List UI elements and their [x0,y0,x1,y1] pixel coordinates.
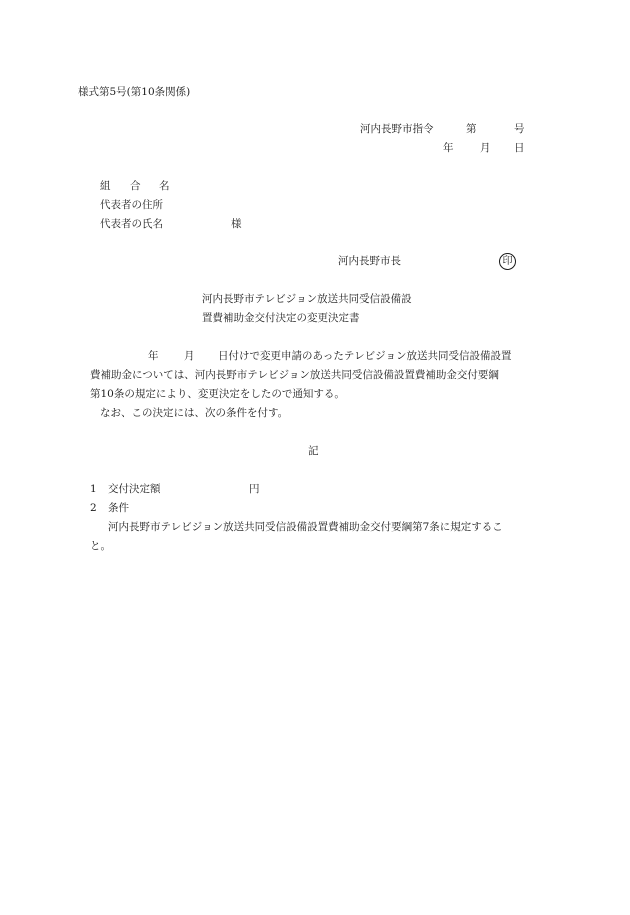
body-month: 月 [184,350,195,362]
doc-date-year: 年 [443,142,454,154]
recipient-sama: 様 [231,218,242,230]
recipient-name-label: 代表者の氏名 [100,218,163,230]
body-line1-rest: 日付けで変更申請のあったテレビジョン放送共同受信設備設置 [218,350,512,362]
doc-ref-go: 号 [514,123,525,135]
doc-ref-dai: 第 [466,123,477,135]
form-number: 様式第5号(第10条関係) [78,86,191,98]
recipient-kumiai-2: 合 [130,180,141,192]
item2-text-line1: 河内長野市テレビジョン放送共同受信設備設置費補助金交付要綱第7条に規定するこ [108,521,503,533]
item2-number: 2 [90,502,97,514]
doc-ref-prefix: 河内長野市指令 [360,123,434,135]
body-line3: 第10条の規定により、変更決定をしたので通知する。 [90,388,345,400]
item1-label: 交付決定額 [108,483,161,495]
doc-date-day: 日 [514,142,525,154]
body-line2: 費補助金については、河内長野市テレビジョン放送共同受信設備設置費補助金交付要綱 [90,369,499,381]
body-line4: なお、この決定には、次の条件を付す。 [100,407,289,419]
recipient-address-label: 代表者の住所 [100,199,163,211]
doc-date-month: 月 [480,142,491,154]
item2-text-line2: と。 [90,540,111,552]
seal-mark: 印 [499,253,516,270]
item1-number: 1 [90,483,97,495]
doc-title-line1: 河内長野市テレビジョン放送共同受信設備設 [202,293,412,305]
issuer-title: 河内長野市長 [338,255,401,267]
ki-heading: 記 [308,445,319,457]
recipient-kumiai-1: 組 [100,180,111,192]
item1-unit: 円 [249,483,260,495]
doc-title-line2: 置費補助金交付決定の変更決定書 [202,312,360,324]
body-year: 年 [148,350,159,362]
recipient-kumiai-3: 名 [159,180,170,192]
item2-label: 条件 [108,502,129,514]
